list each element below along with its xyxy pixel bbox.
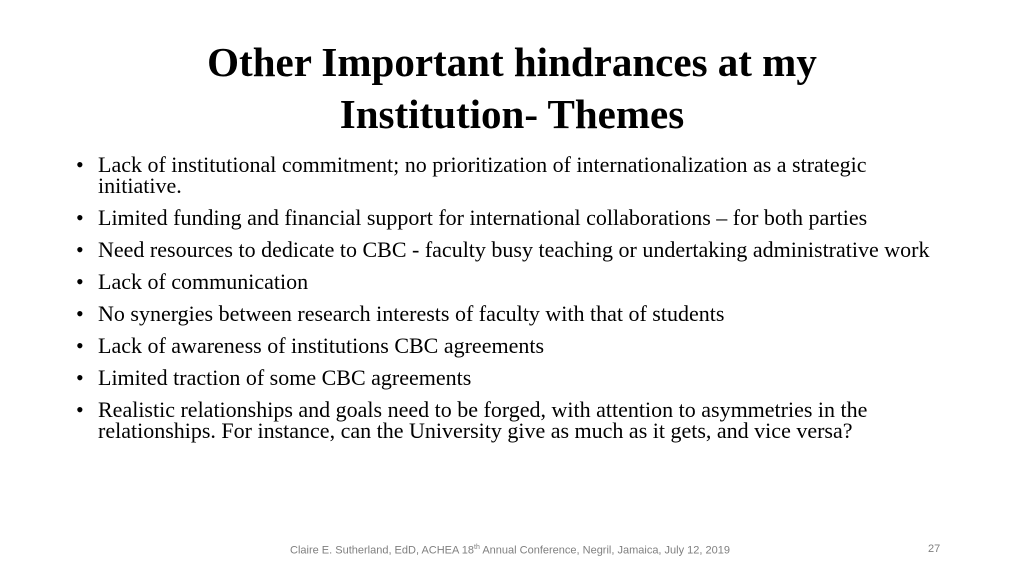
slide-title-line-1: Other Important hindrances at my <box>207 39 817 85</box>
bullet-dot: • <box>76 333 84 358</box>
bullet-text: Lack of institutional commitment; no prioritization of internationalization as a strategic initiative. <box>98 152 867 198</box>
bullet-text: Lack of communication <box>98 269 309 294</box>
bullet-item <box>72 367 948 388</box>
bullet-dot: • <box>76 269 84 294</box>
bullet-text: Limited traction of some CBC agreements <box>98 365 472 390</box>
bullet-dot: • <box>76 205 84 230</box>
bullet-list <box>72 154 948 452</box>
footer-text-end: Annual Conference, Negril, Jamaica, July 12, 2019 <box>479 544 730 557</box>
bullet-dot: • <box>76 301 84 326</box>
bullet-text: Realistic relationships and goals need to be forged, with attention to asymmetries in the relationships. For instance, can the University give as much as it gets, and vice versa? <box>98 397 868 443</box>
slide-title <box>80 36 944 140</box>
slide-title-line-2: Institution- Themes <box>339 91 685 137</box>
bullet-item <box>72 303 948 324</box>
bullet-item <box>72 399 948 441</box>
slide-footer <box>200 544 820 557</box>
bullet-text: Lack of awareness of institutions CBC agreements <box>98 333 545 358</box>
bullet-item <box>72 239 948 260</box>
bullet-dot: • <box>76 237 84 262</box>
page-number: 27 <box>928 543 941 555</box>
footer-text-start: Claire E. Sutherland, EdD, ACHEA 18 <box>290 544 475 557</box>
bullet-item <box>72 154 948 196</box>
bullet-dot: • <box>76 397 84 422</box>
bullet-item <box>72 271 948 292</box>
bullet-text: No synergies between research interests of faculty with that of students <box>98 301 725 326</box>
bullet-text: Limited funding and financial support for international collaborations – for both parties <box>98 205 868 230</box>
bullet-text: Need resources to dedicate to CBC - faculty busy teaching or undertaking administrative work <box>98 237 930 262</box>
footer-superscript: th <box>474 544 480 551</box>
bullet-item <box>72 207 948 228</box>
bullet-dot: • <box>76 365 84 390</box>
bullet-dot: • <box>76 152 84 177</box>
bullet-item <box>72 335 948 356</box>
